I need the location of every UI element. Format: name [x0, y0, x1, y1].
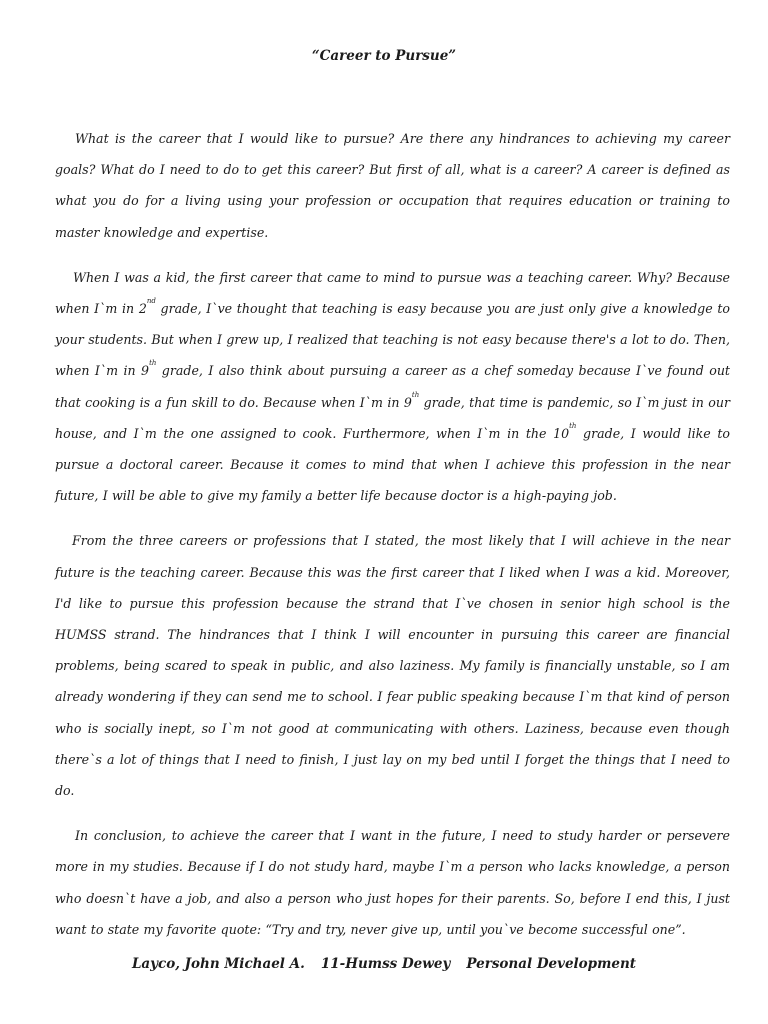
author-name: Layco, John Michael A. — [131, 956, 305, 972]
paragraph-intro: What is the career that I would like to pursue? Are there any hindrances to achieving my career goals? What do I need to do to get this career? But first of all, what is a career? A career is defined as what you do for a living using your profession or occupation that requires education or training to master knowledge and expertise. — [55, 131, 730, 240]
paragraph-hindrances: From the three careers or professions that I stated, the most likely that I will achieve in the near future is the teaching career. Because this was the first career that I liked when I was a kid. Moreover, I'd like to pursue this profession because the strand that I`ve chosen in senior high school is the HUMSS strand. The hindrances that I think I will encounter in pursuing this career are financial problems, being scared to speak in public, and also laziness. My family is financially unstable, so I am already wondering if they can send me to school. I fear public speaking because I`m that kind of person who is socially inept, so I`m not good at communicating with others. Laziness, because even though there`s a lot of things that I need to finish, I just lay on my bed until I forget the things that I need to do. — [55, 533, 730, 799]
author-footer — [0, 956, 768, 972]
document-title: “Career to Pursue” — [311, 48, 457, 64]
paragraph-text-segment: grade, that time is pandemic, so I`m just in our house, and I`m the one assigned to cook. Furthermore, when I`m in the 10 — [55, 394, 731, 441]
ordinal-suffix: nd — [146, 297, 156, 306]
essay-body — [55, 123, 730, 959]
ordinal-suffix: th — [569, 421, 577, 430]
paragraph-conclusion: In conclusion, to achieve the career that I want in the future, I need to study harder or persevere more in my studies. Because if I do not study hard, maybe I`m a person who lacks knowledge, a person who doesn`t have a job, and also a person who just hopes for their parents. So, before I end this, I just want to state my favorite quote: “Try and try, never give up, until you`ve become successful one”. — [55, 828, 730, 937]
ordinal-suffix: th — [149, 359, 157, 368]
paragraph-kid-careers — [55, 262, 730, 512]
subject-name: Personal Development — [466, 956, 637, 972]
paragraph-text-segment: grade, I`ve thought that teaching is easy because you are just only give a knowledge to your students. But when I grew up, I realized that teaching is not easy because there's a lot to do. Then, when I`m in 9 — [55, 301, 731, 379]
paragraph-text-segment: grade, I also think about pursuing a career as a chef someday because I`ve found out that cooking is a fun skill to do. Because when I`m in 9 — [55, 363, 730, 410]
class-section: 11-Humss Dewey — [320, 956, 451, 972]
ordinal-suffix: th — [411, 390, 420, 399]
paragraph-text-segment: When I was a kid, the first career that came to mind to pursue was a teaching career. Why? Because when I`m in 2 — [55, 269, 730, 317]
paragraph-text-segment: grade, I would like to pursue a doctoral career. Because it comes to mind that when I achieve this profession in the near future, I will be able to give my family a better life because doctor is a high-paying job. — [55, 425, 730, 504]
